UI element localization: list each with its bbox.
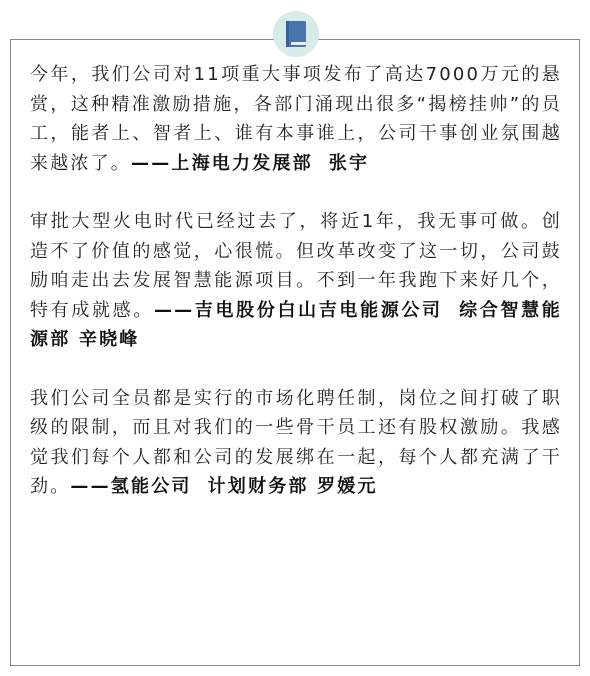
attribution-name: 计划财务部 罗媛元 [207,476,378,497]
attribution-source: ——氢能公司 [70,476,192,497]
book-badge [273,11,319,57]
quote-text: 审批大型火电时代已经过去了，将近1年，我无事可做。创造不了价值的感觉，心很慌。但改革改变了这一切，公司鼓励咱走出去发展智慧能源项目。不到一年我跑下来好几个，特有成就感。 [30,211,562,321]
attribution-source: ——上海电力发展部 [131,152,313,174]
attribution-name: 综合智慧能源部 辛晓峰 [30,299,562,350]
attribution-name: 张宇 [328,152,370,174]
quote-text: 今年，我们公司对11项重大事项发布了高达7000万元的悬赏，这种精准激励措施，各部门涌现出很多“揭榜挂帅”的员工，能者上、智者上、谁有本事谁上，公司干事创业氛围越来越浓了。 [30,64,562,174]
book-icon [284,20,308,48]
quote-attribution [70,476,377,497]
quote-text: 我们公司全员都是实行的市场化聘任制，岗位之间打破了职级的限制，而且对我们的一些骨干员工还有股权激励。我感觉我们每个人都和公司的发展绑在一起，每个人都充满了干劲。 [30,387,562,497]
attribution-source: ——吉电股份白山吉电能源公司 [153,299,443,321]
quote-2 [30,207,562,355]
quotes-block [30,60,562,502]
quote-1 [30,60,562,178]
quote-attribution [131,153,369,174]
quote-3 [30,384,562,502]
